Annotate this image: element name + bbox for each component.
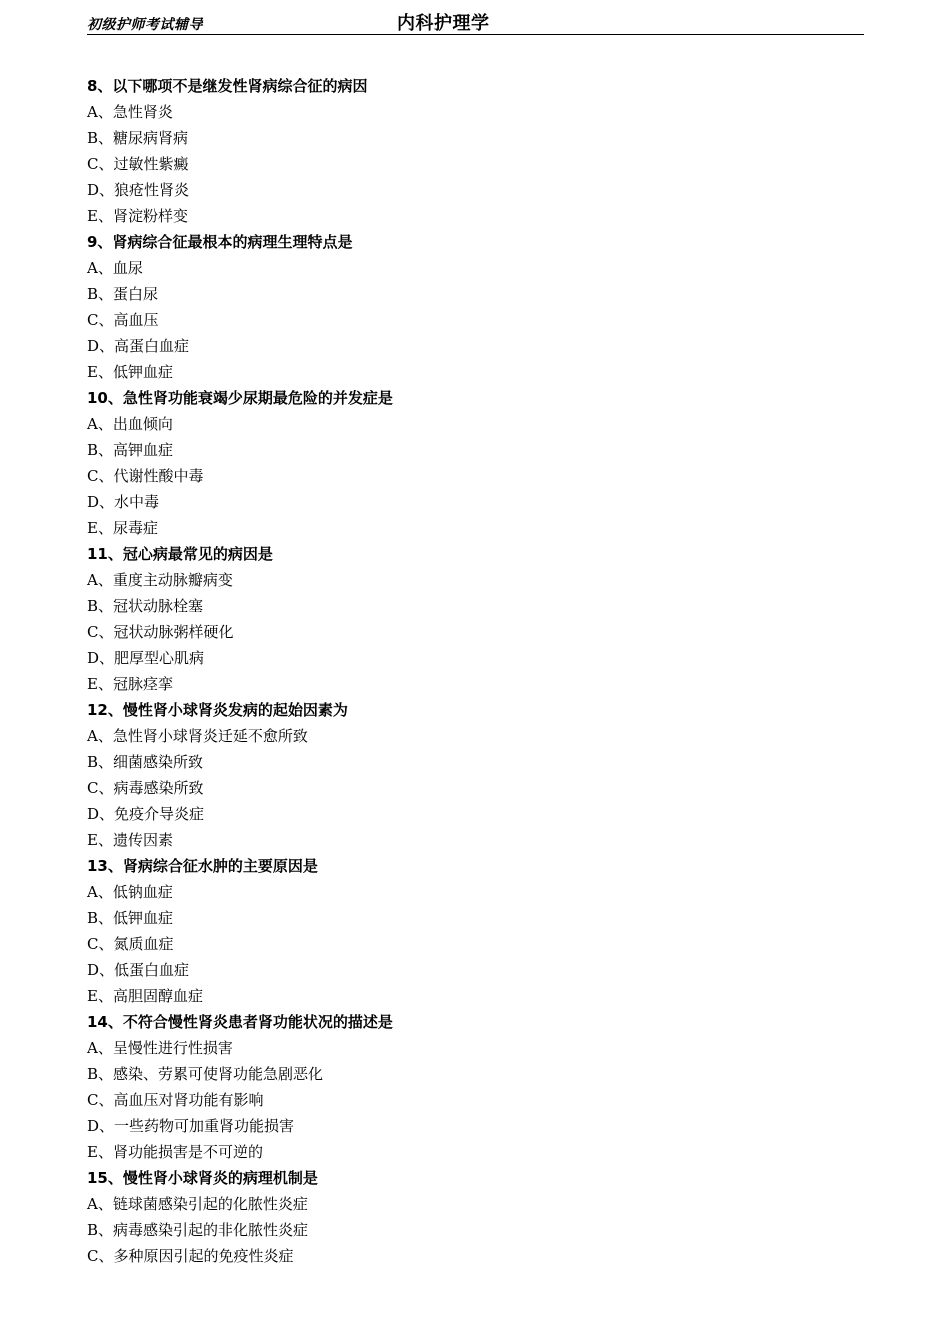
question-list <box>87 73 864 1269</box>
option-c: C、病毒感染所致 <box>87 779 204 797</box>
option-b: B、感染、劳累可使肾功能急剧恶化 <box>87 1065 324 1083</box>
option-e: E、肾功能损害是不可逆的 <box>87 1143 263 1161</box>
option-b: B、高钾血症 <box>87 441 174 459</box>
option-c: C、氮质血症 <box>87 935 174 953</box>
option-d: D、低蛋白血症 <box>87 961 190 979</box>
option-c: C、过敏性紫癜 <box>87 155 189 173</box>
option-b: B、蛋白尿 <box>87 285 159 303</box>
option-a: A、出血倾向 <box>87 415 173 433</box>
option-c: C、高血压 <box>87 311 159 329</box>
question-title: 12、慢性肾小球肾炎发病的起始因素为 <box>87 701 348 719</box>
option-e: E、冠脉痉挛 <box>87 675 173 693</box>
question-title: 11、冠心病最常见的病因是 <box>87 545 273 563</box>
option-e: E、尿毒症 <box>87 519 158 537</box>
option-b: B、细菌感染所致 <box>87 753 204 771</box>
option-c: C、高血压对肾功能有影响 <box>87 1091 264 1109</box>
question-title: 15、慢性肾小球肾炎的病理机制是 <box>87 1169 318 1187</box>
option-e: E、遗传因素 <box>87 831 173 849</box>
option-c: C、多种原因引起的免疫性炎症 <box>87 1247 294 1265</box>
option-a: A、重度主动脉瓣病变 <box>87 571 233 589</box>
question-title: 8、以下哪项不是继发性肾病综合征的病因 <box>87 77 368 95</box>
option-d: D、肥厚型心肌病 <box>87 649 205 667</box>
header-course-title: 初级护师考试辅导 <box>87 17 203 33</box>
option-b: B、糖尿病肾病 <box>87 129 189 147</box>
option-d: D、狼疮性肾炎 <box>87 181 190 199</box>
option-e: E、低钾血症 <box>87 363 173 381</box>
question-title: 9、肾病综合征最根本的病理生理特点是 <box>87 233 353 251</box>
option-a: A、低钠血症 <box>87 883 173 901</box>
question-title: 14、不符合慢性肾炎患者肾功能状况的描述是 <box>87 1013 393 1031</box>
option-c: C、冠状动脉粥样硬化 <box>87 623 234 641</box>
question-title: 10、急性肾功能衰竭少尿期最危险的并发症是 <box>87 389 393 407</box>
option-d: D、一些药物可加重肾功能损害 <box>87 1117 295 1135</box>
page-header <box>87 8 864 35</box>
option-d: D、高蛋白血症 <box>87 337 190 355</box>
option-e: E、高胆固醇血症 <box>87 987 203 1005</box>
option-a: A、急性肾炎 <box>87 103 173 121</box>
option-e: E、肾淀粉样变 <box>87 207 188 225</box>
option-a: A、链球菌感染引起的化脓性炎症 <box>87 1195 308 1213</box>
question-title: 13、肾病综合征水肿的主要原因是 <box>87 857 318 875</box>
option-a: A、呈慢性进行性损害 <box>87 1039 233 1057</box>
option-b: B、病毒感染引起的非化脓性炎症 <box>87 1221 309 1239</box>
header-subject-title: 内科护理学 <box>397 13 490 34</box>
option-c: C、代谢性酸中毒 <box>87 467 204 485</box>
option-d: D、水中毒 <box>87 493 160 511</box>
option-d: D、免疫介导炎症 <box>87 805 205 823</box>
option-b: B、低钾血症 <box>87 909 174 927</box>
option-a: A、血尿 <box>87 259 143 277</box>
option-a: A、急性肾小球肾炎迁延不愈所致 <box>87 727 308 745</box>
option-b: B、冠状动脉栓塞 <box>87 597 204 615</box>
